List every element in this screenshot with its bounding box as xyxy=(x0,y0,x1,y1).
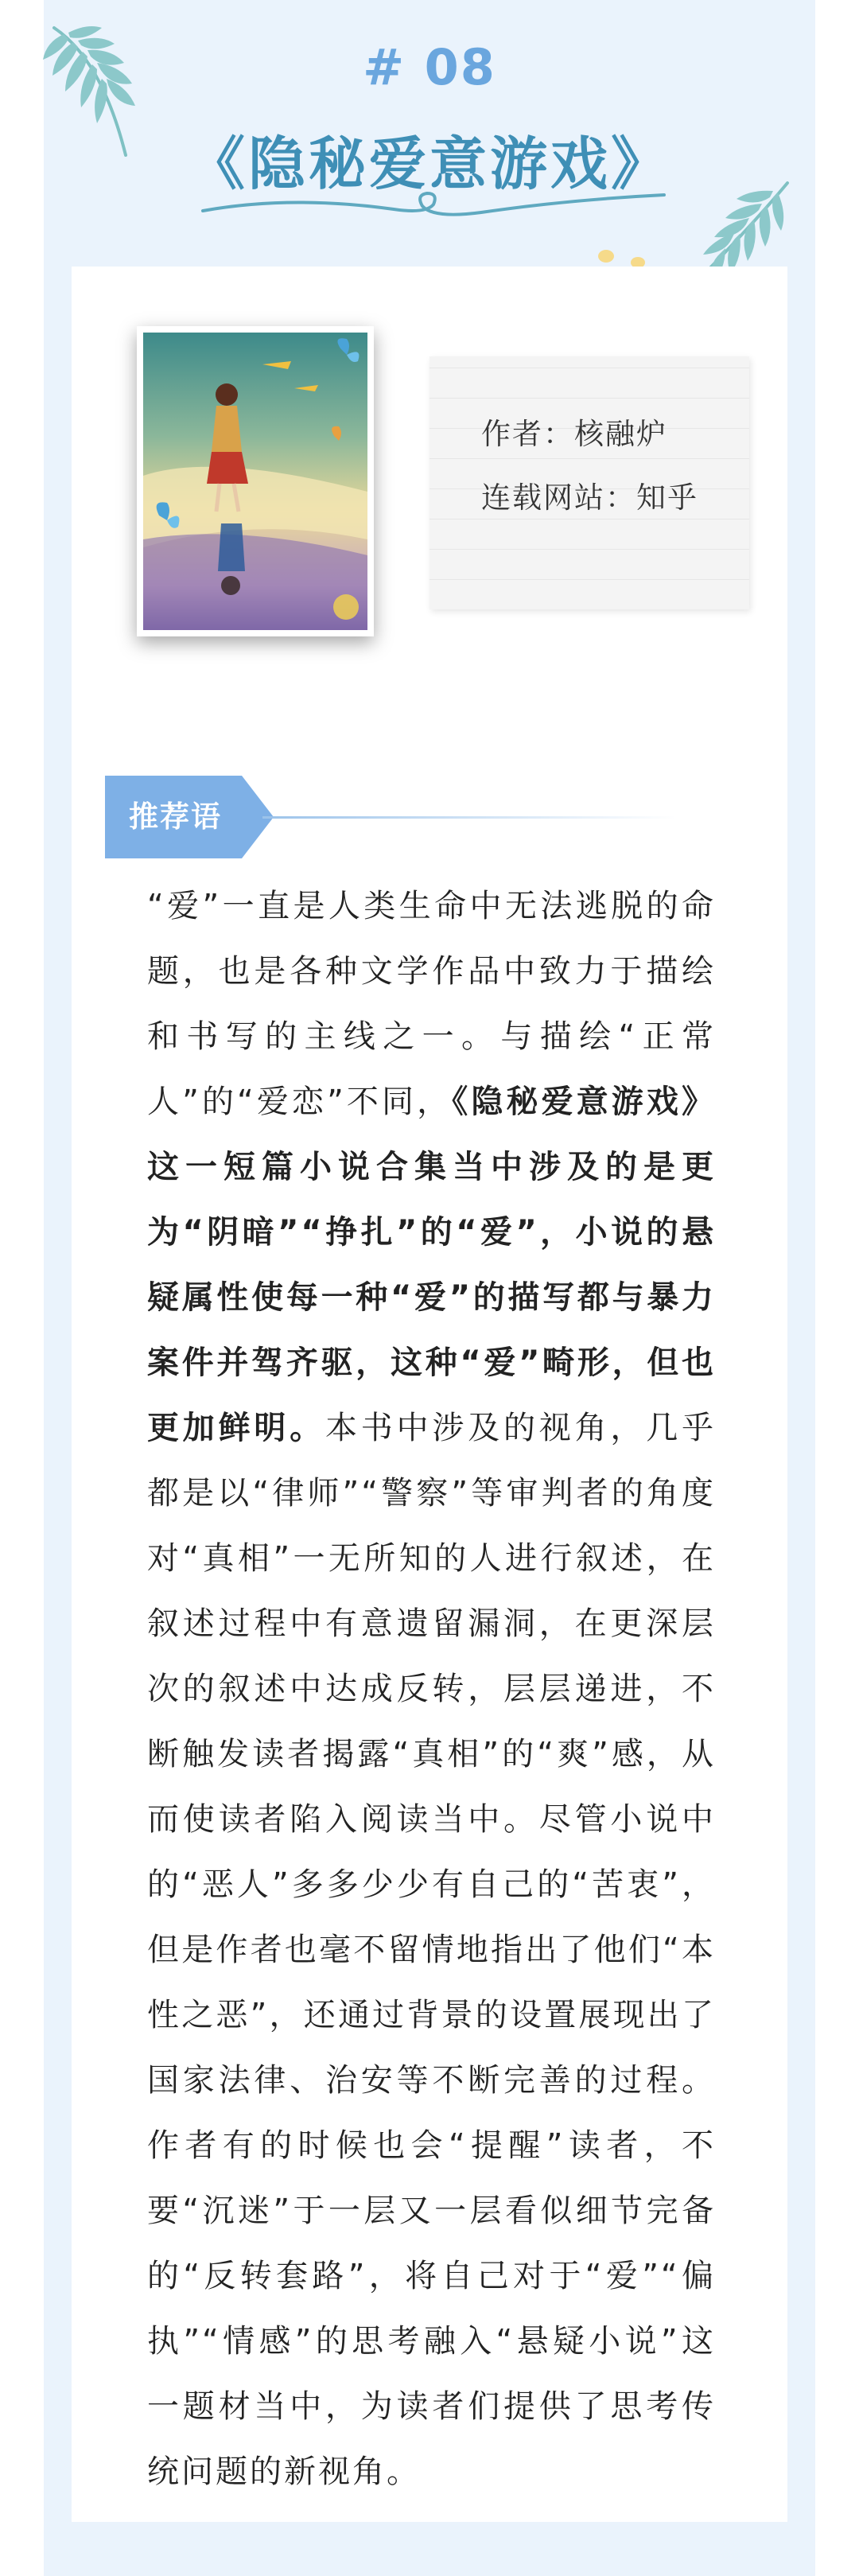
section-number: # 08 xyxy=(363,38,496,96)
recommendation-highlight: 《隐秘爱意游戏》这一短篇小说合集当中涉及的是更为“阴暗”“挣扎”的“爱”，小说的悬疑属性使每一种“爱”的描写都与暴力案件并驾齐驱，这种“爱”畸形，但也更加鲜明。 xyxy=(147,1084,717,1446)
recommendation-paragraph: “爱”一直是人类生命中无法逃脱的命题，也是各种文学作品中致力于描绘和书写的主线之一。与描绘“正常人”的“爱恋”不同， xyxy=(147,888,716,1120)
book-cover xyxy=(137,326,374,636)
section-label: 推荐语 xyxy=(129,800,222,834)
title-underline-swash xyxy=(195,179,672,227)
serial-site-line: 连载网站：知乎 xyxy=(481,481,698,515)
recommendation-text xyxy=(147,874,716,2504)
recommendation-paragraph: 本书中涉及的视角，几乎都是以“律师”“警察”等审判者的角度对“真相”一无所知的人进行叙述，在叙述过程中有意遗留漏洞，在更深层次的叙述中达成反转，层层递进，不断触发读者揭露“真相”的“爽”感，从而使读者陷入阅读当中。尽管小说中的“恶人”多多少少有自己的“苦衷”，但是作者也毫不留情地指出了他们“本性之恶”，还通过背景的设置展现出了国家法律、治安等不断完善的过程。作者有的时候也会“提醒”读者，不要“沉迷”于一层又一层看似细节完备的“反转套路”，将自己对于“爱”“偏执”“情感”的思考融入“悬疑小说”这一题材当中，为读者们提供了思考传统问题的新视角。 xyxy=(147,1410,716,2490)
page-title: 《隐秘爱意游戏》 xyxy=(187,130,671,197)
section-tag xyxy=(105,776,274,858)
section-divider-line xyxy=(262,816,676,819)
book-info-card xyxy=(430,356,749,609)
author-line: 作者：核融炉 xyxy=(481,417,667,451)
